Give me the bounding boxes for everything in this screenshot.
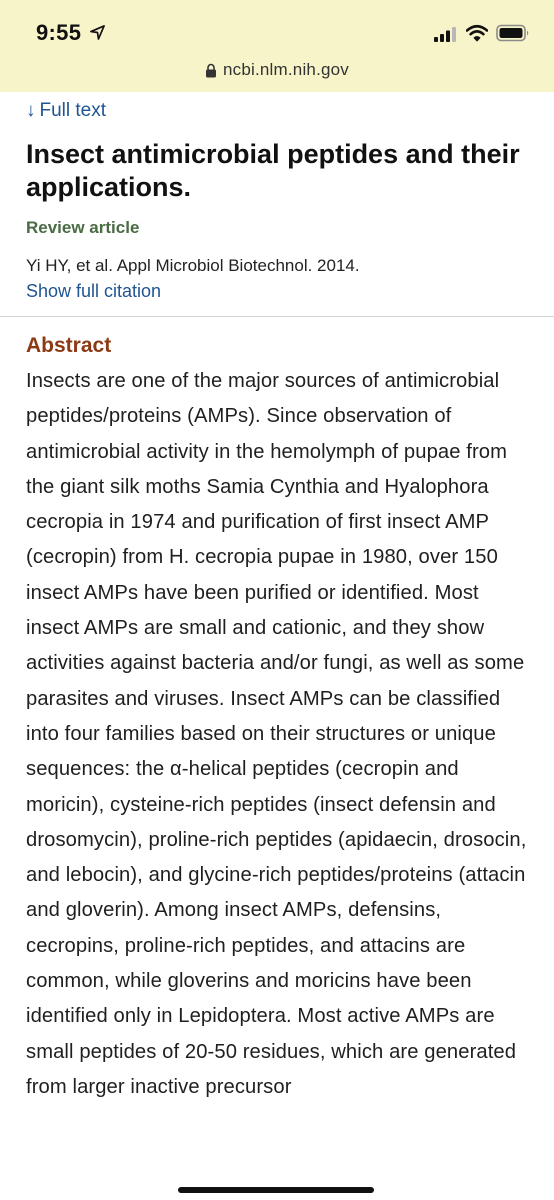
home-indicator[interactable] (178, 1187, 374, 1193)
article-title: Insect antimicrobial peptides and their applications. (26, 139, 520, 202)
location-arrow-icon (90, 25, 105, 40)
full-text-link[interactable] (26, 100, 530, 122)
show-full-citation-link[interactable]: Show full citation (26, 281, 162, 301)
article-header (26, 92, 530, 302)
browser-chrome (0, 0, 554, 92)
article-type-label: Review article (26, 218, 140, 237)
section-divider (0, 316, 554, 317)
abstract-heading: Abstract (26, 334, 112, 357)
status-bar (0, 0, 554, 62)
url-text: ncbi.nlm.nih.gov (222, 60, 350, 79)
cellular-signal-icon (434, 26, 458, 42)
address-bar[interactable] (0, 56, 554, 84)
battery-icon (496, 24, 530, 42)
citation-text: Yi HY, et al. Appl Microbiol Biotechnol. 2014. (26, 256, 360, 275)
full-text-label: Full text (39, 100, 107, 121)
arrow-down-icon: ↓ (26, 100, 36, 121)
status-time: 9:55 (36, 20, 82, 45)
lock-icon (205, 63, 217, 78)
abstract-text: Insects are one of the major sources of antimicrobial peptides/proteins (AMPs). Since observation of antimicrobial activity in the hemolymph of pupae from the giant silk moths Samia Cynthia and Hyalophora cecropia in 1974 and purification of first insect AMP (cecropin) from H. cecropia pupae in 1980, over 150 insect AMPs have been purified or identified. Most insect AMPs are small and cationic, and they show activities against bacteria and/or fungi, as well as some parasites and viruses. Insect AMPs can be classified into four families based on their structures or unique sequences: the α-helical peptides (cecropin and moricin), cysteine-rich peptides (insect defensin and drosomycin), proline-rich peptides (apidaecin, drosocin, and lebocin), and glycine-rich peptides/proteins (attacin and gloverin). Among insect AMPs, defensins, cecropins, proline-rich peptides, and attacins are common, while gloverins and moricins have been identified only in Lepidoptera. Most active AMPs are small peptides of 20-50 residues, which are generated from larger inactive precursor (26, 370, 527, 1098)
wifi-icon (466, 24, 488, 42)
